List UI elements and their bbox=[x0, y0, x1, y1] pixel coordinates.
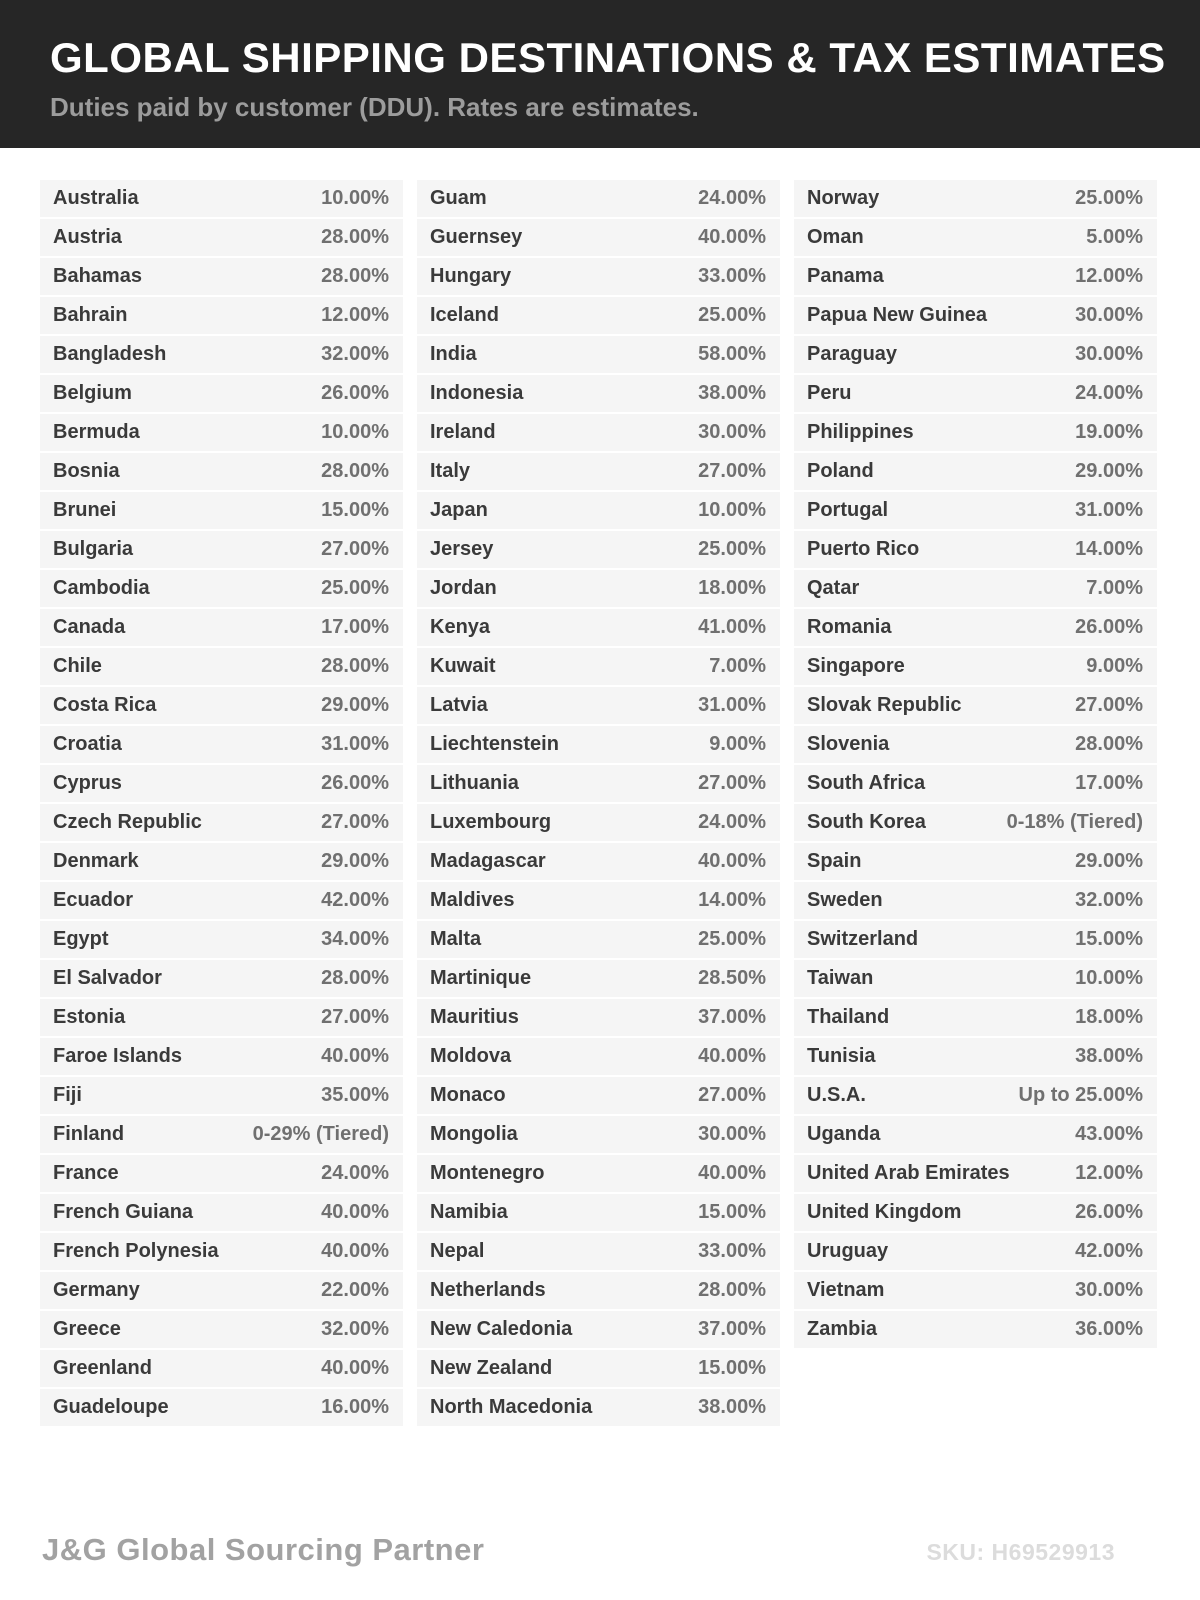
country-name: Zambia bbox=[807, 1318, 878, 1340]
table-row bbox=[417, 531, 780, 568]
country-name: New Zealand bbox=[430, 1357, 553, 1379]
country-name: Belgium bbox=[53, 382, 132, 404]
table-row bbox=[794, 921, 1157, 958]
table-row bbox=[794, 609, 1157, 646]
country-name: Taiwan bbox=[807, 967, 874, 989]
tax-rate: 24.00% bbox=[321, 1162, 389, 1184]
country-name: Brunei bbox=[53, 499, 117, 521]
table-row bbox=[40, 648, 403, 685]
country-name: Greece bbox=[53, 1318, 121, 1340]
table-row bbox=[40, 609, 403, 646]
country-name: Kuwait bbox=[430, 655, 496, 677]
tax-rate: 15.00% bbox=[698, 1357, 766, 1379]
table-row bbox=[40, 1350, 403, 1387]
table-row bbox=[417, 219, 780, 256]
tax-rate: 24.00% bbox=[698, 811, 766, 833]
tax-rate: 27.00% bbox=[1075, 694, 1143, 716]
tax-rate: 27.00% bbox=[321, 1006, 389, 1028]
table-row bbox=[794, 336, 1157, 373]
table-row bbox=[40, 687, 403, 724]
tax-rate: 15.00% bbox=[1075, 928, 1143, 950]
tax-rate: 27.00% bbox=[698, 772, 766, 794]
tax-rate: 12.00% bbox=[321, 304, 389, 326]
tax-rate: 0-29% (Tiered) bbox=[252, 1123, 389, 1145]
country-name: Jersey bbox=[430, 538, 494, 560]
table-row bbox=[417, 648, 780, 685]
country-name: Fiji bbox=[53, 1084, 82, 1106]
table-row bbox=[794, 219, 1157, 256]
country-name: Kenya bbox=[430, 616, 491, 638]
tax-rate: 18.00% bbox=[698, 577, 766, 599]
country-name: Czech Republic bbox=[53, 811, 202, 833]
table-row bbox=[40, 1155, 403, 1192]
tax-rate: 25.00% bbox=[698, 304, 766, 326]
tax-rate: 25.00% bbox=[698, 538, 766, 560]
table-row bbox=[794, 648, 1157, 685]
table-row bbox=[40, 531, 403, 568]
tax-rate: 7.00% bbox=[1086, 577, 1143, 599]
country-name: United Arab Emirates bbox=[807, 1162, 1010, 1184]
table-row bbox=[417, 843, 780, 880]
tax-rate: 40.00% bbox=[321, 1045, 389, 1067]
table-row bbox=[794, 804, 1157, 841]
tax-rate: 37.00% bbox=[698, 1006, 766, 1028]
table-row bbox=[794, 1311, 1157, 1348]
table-row bbox=[40, 375, 403, 412]
country-name: Germany bbox=[53, 1279, 140, 1301]
tax-rate: 40.00% bbox=[698, 850, 766, 872]
table-row bbox=[417, 258, 780, 295]
country-name: El Salvador bbox=[53, 967, 162, 989]
country-name: South Africa bbox=[807, 772, 926, 794]
country-name: Costa Rica bbox=[53, 694, 157, 716]
table-row bbox=[794, 492, 1157, 529]
tax-table-column-3 bbox=[794, 180, 1157, 1348]
tax-rate: 37.00% bbox=[698, 1318, 766, 1340]
country-name: South Korea bbox=[807, 811, 926, 833]
tax-rate: 41.00% bbox=[698, 616, 766, 638]
country-name: Italy bbox=[430, 460, 471, 482]
country-name: Ireland bbox=[430, 421, 496, 443]
table-row bbox=[417, 726, 780, 763]
country-name: Japan bbox=[430, 499, 488, 521]
country-name: Guadeloupe bbox=[53, 1396, 169, 1418]
table-row bbox=[794, 882, 1157, 919]
country-name: India bbox=[430, 343, 477, 365]
country-name: Panama bbox=[807, 265, 884, 287]
table-row bbox=[40, 1116, 403, 1153]
tax-rate: 33.00% bbox=[698, 1240, 766, 1262]
table-row bbox=[417, 1077, 780, 1114]
table-row bbox=[417, 297, 780, 334]
footer bbox=[0, 1532, 1200, 1568]
table-row bbox=[794, 531, 1157, 568]
tax-rate: 27.00% bbox=[321, 538, 389, 560]
tax-rate: 40.00% bbox=[321, 1357, 389, 1379]
table-row bbox=[417, 1311, 780, 1348]
tax-rate: 28.00% bbox=[698, 1279, 766, 1301]
table-row bbox=[794, 414, 1157, 451]
country-name: Malta bbox=[430, 928, 482, 950]
tax-rate: 30.00% bbox=[1075, 1279, 1143, 1301]
country-name: Bosnia bbox=[53, 460, 120, 482]
table-row bbox=[417, 1116, 780, 1153]
tax-rate: 25.00% bbox=[1075, 187, 1143, 209]
country-name: France bbox=[53, 1162, 119, 1184]
country-name: U.S.A. bbox=[807, 1084, 866, 1106]
table-row bbox=[40, 1038, 403, 1075]
country-name: Canada bbox=[53, 616, 126, 638]
table-row bbox=[40, 1194, 403, 1231]
table-row bbox=[794, 1077, 1157, 1114]
tax-rate: 10.00% bbox=[1075, 967, 1143, 989]
tax-rate: 28.00% bbox=[321, 265, 389, 287]
country-name: French Polynesia bbox=[53, 1240, 219, 1262]
tax-rate: 31.00% bbox=[1075, 499, 1143, 521]
country-name: Bahamas bbox=[53, 265, 142, 287]
tax-rate: 26.00% bbox=[321, 382, 389, 404]
tax-rate: 27.00% bbox=[321, 811, 389, 833]
country-name: Ecuador bbox=[53, 889, 134, 911]
country-name: Croatia bbox=[53, 733, 122, 755]
tax-rate: 29.00% bbox=[321, 850, 389, 872]
country-name: Indonesia bbox=[430, 382, 524, 404]
country-name: Monaco bbox=[430, 1084, 506, 1106]
country-name: United Kingdom bbox=[807, 1201, 962, 1223]
tax-rate: 25.00% bbox=[321, 577, 389, 599]
country-name: Jordan bbox=[430, 577, 497, 599]
country-name: Peru bbox=[807, 382, 852, 404]
country-name: Maldives bbox=[430, 889, 515, 911]
header-banner bbox=[0, 0, 1200, 148]
tax-rate: 28.00% bbox=[321, 460, 389, 482]
country-name: New Caledonia bbox=[430, 1318, 573, 1340]
tax-rate: 42.00% bbox=[321, 889, 389, 911]
country-name: Papua New Guinea bbox=[807, 304, 988, 326]
tax-rate: 14.00% bbox=[1075, 538, 1143, 560]
tax-rate: 10.00% bbox=[321, 421, 389, 443]
tax-rate: 24.00% bbox=[1075, 382, 1143, 404]
country-name: Netherlands bbox=[430, 1279, 546, 1301]
table-row bbox=[40, 882, 403, 919]
tax-rate: 16.00% bbox=[321, 1396, 389, 1418]
table-row bbox=[40, 1272, 403, 1309]
country-name: Montenegro bbox=[430, 1162, 545, 1184]
country-name: Martinique bbox=[430, 967, 532, 989]
country-name: Guam bbox=[430, 187, 487, 209]
table-row bbox=[417, 414, 780, 451]
country-name: Bahrain bbox=[53, 304, 128, 326]
table-row bbox=[40, 921, 403, 958]
table-row bbox=[794, 180, 1157, 217]
table-row bbox=[794, 765, 1157, 802]
country-name: Thailand bbox=[807, 1006, 890, 1028]
tax-rate: 7.00% bbox=[709, 655, 766, 677]
table-row bbox=[40, 1389, 403, 1426]
country-name: Switzerland bbox=[807, 928, 919, 950]
country-name: Guernsey bbox=[430, 226, 523, 248]
country-name: Sweden bbox=[807, 889, 883, 911]
tax-rate: 30.00% bbox=[698, 421, 766, 443]
table-row bbox=[417, 687, 780, 724]
table-row bbox=[417, 1350, 780, 1387]
table-row bbox=[794, 1194, 1157, 1231]
table-row bbox=[40, 570, 403, 607]
tax-rate: 17.00% bbox=[1075, 772, 1143, 794]
tax-rate: 9.00% bbox=[1086, 655, 1143, 677]
table-row bbox=[417, 180, 780, 217]
tax-rate: 28.00% bbox=[1075, 733, 1143, 755]
country-name: Slovenia bbox=[807, 733, 890, 755]
tax-rate: 10.00% bbox=[698, 499, 766, 521]
table-row bbox=[40, 1311, 403, 1348]
country-name: Paraguay bbox=[807, 343, 898, 365]
brand-name: J&G Global Sourcing Partner bbox=[42, 1532, 485, 1567]
table-row bbox=[417, 570, 780, 607]
tax-rate: 22.00% bbox=[321, 1279, 389, 1301]
country-name: Portugal bbox=[807, 499, 889, 521]
table-row bbox=[794, 1155, 1157, 1192]
table-row bbox=[417, 1038, 780, 1075]
country-name: Mauritius bbox=[430, 1006, 519, 1028]
table-row bbox=[794, 1116, 1157, 1153]
tax-rate: 28.50% bbox=[698, 967, 766, 989]
tax-rate: 31.00% bbox=[698, 694, 766, 716]
country-name: Moldova bbox=[430, 1045, 512, 1067]
table-row bbox=[417, 1272, 780, 1309]
table-row bbox=[794, 1233, 1157, 1270]
country-name: Faroe Islands bbox=[53, 1045, 182, 1067]
table-row bbox=[417, 1155, 780, 1192]
country-name: Hungary bbox=[430, 265, 512, 287]
table-row bbox=[417, 960, 780, 997]
tax-rate: 12.00% bbox=[1075, 265, 1143, 287]
tax-rate: 42.00% bbox=[1075, 1240, 1143, 1262]
country-name: Philippines bbox=[807, 421, 914, 443]
tax-table bbox=[0, 148, 1200, 1426]
table-row bbox=[417, 609, 780, 646]
tax-rate: 27.00% bbox=[698, 1084, 766, 1106]
table-row bbox=[40, 1233, 403, 1270]
tax-rate: 18.00% bbox=[1075, 1006, 1143, 1028]
country-name: Latvia bbox=[430, 694, 488, 716]
tax-rate: 27.00% bbox=[698, 460, 766, 482]
table-row bbox=[417, 336, 780, 373]
country-name: Bulgaria bbox=[53, 538, 134, 560]
tax-rate: 29.00% bbox=[1075, 460, 1143, 482]
country-name: Luxembourg bbox=[430, 811, 552, 833]
tax-rate: 29.00% bbox=[321, 694, 389, 716]
tax-rate: 40.00% bbox=[321, 1240, 389, 1262]
country-name: Iceland bbox=[430, 304, 499, 326]
table-row bbox=[417, 765, 780, 802]
table-row bbox=[40, 1077, 403, 1114]
table-row bbox=[794, 258, 1157, 295]
country-name: Finland bbox=[53, 1123, 125, 1145]
tax-rate: 15.00% bbox=[321, 499, 389, 521]
tax-rate: 33.00% bbox=[698, 265, 766, 287]
table-row bbox=[794, 375, 1157, 412]
table-row bbox=[794, 297, 1157, 334]
table-row bbox=[417, 882, 780, 919]
tax-rate: 28.00% bbox=[321, 655, 389, 677]
country-name: North Macedonia bbox=[430, 1396, 593, 1418]
tax-rate: 31.00% bbox=[321, 733, 389, 755]
country-name: Spain bbox=[807, 850, 862, 872]
country-name: Poland bbox=[807, 460, 874, 482]
tax-rate: 58.00% bbox=[698, 343, 766, 365]
country-name: Uganda bbox=[807, 1123, 881, 1145]
tax-rate: 19.00% bbox=[1075, 421, 1143, 443]
country-name: Egypt bbox=[53, 928, 109, 950]
tax-rate: 40.00% bbox=[698, 1045, 766, 1067]
tax-rate: 9.00% bbox=[709, 733, 766, 755]
tax-rate: 34.00% bbox=[321, 928, 389, 950]
table-row bbox=[40, 219, 403, 256]
tax-rate: 32.00% bbox=[321, 1318, 389, 1340]
country-name: Puerto Rico bbox=[807, 538, 920, 560]
tax-rate: 0-18% (Tiered) bbox=[1006, 811, 1143, 833]
country-name: Bangladesh bbox=[53, 343, 167, 365]
tax-rate: 35.00% bbox=[321, 1084, 389, 1106]
country-name: Cyprus bbox=[53, 772, 122, 794]
table-row bbox=[794, 960, 1157, 997]
country-name: Namibia bbox=[430, 1201, 508, 1223]
page-subtitle: Duties paid by customer (DDU). Rates are estimates. bbox=[50, 92, 699, 122]
table-row bbox=[794, 726, 1157, 763]
tax-rate: 30.00% bbox=[1075, 304, 1143, 326]
tax-rate: 15.00% bbox=[698, 1201, 766, 1223]
country-name: Chile bbox=[53, 655, 102, 677]
country-name: Norway bbox=[807, 187, 880, 209]
table-row bbox=[40, 180, 403, 217]
tax-rate: 38.00% bbox=[1075, 1045, 1143, 1067]
tax-rate: 28.00% bbox=[321, 226, 389, 248]
tax-rate: 38.00% bbox=[698, 1396, 766, 1418]
table-row bbox=[417, 999, 780, 1036]
table-row bbox=[417, 1389, 780, 1426]
tax-rate: 26.00% bbox=[321, 772, 389, 794]
tax-table-column-1 bbox=[40, 180, 403, 1426]
country-name: Cambodia bbox=[53, 577, 150, 599]
table-row bbox=[417, 453, 780, 490]
country-name: Qatar bbox=[807, 577, 860, 599]
country-name: Uruguay bbox=[807, 1240, 889, 1262]
page-title: GLOBAL SHIPPING DESTINATIONS & TAX ESTIMATES bbox=[50, 34, 1166, 81]
country-name: Austria bbox=[53, 226, 122, 248]
table-row bbox=[40, 492, 403, 529]
tax-rate: 14.00% bbox=[698, 889, 766, 911]
table-row bbox=[417, 921, 780, 958]
tax-rate: 38.00% bbox=[698, 382, 766, 404]
country-name: Estonia bbox=[53, 1006, 126, 1028]
sku-label: SKU: H69529913 bbox=[926, 1539, 1115, 1565]
table-row bbox=[40, 999, 403, 1036]
tax-rate: 24.00% bbox=[698, 187, 766, 209]
country-name: Lithuania bbox=[430, 772, 519, 794]
table-row bbox=[40, 765, 403, 802]
country-name: Oman bbox=[807, 226, 864, 248]
tax-rate: 43.00% bbox=[1075, 1123, 1143, 1145]
tax-rate: 32.00% bbox=[321, 343, 389, 365]
table-row bbox=[417, 375, 780, 412]
tax-rate: 17.00% bbox=[321, 616, 389, 638]
country-name: Slovak Republic bbox=[807, 694, 962, 716]
tax-rate: Up to 25.00% bbox=[1018, 1084, 1143, 1106]
table-row bbox=[794, 453, 1157, 490]
table-row bbox=[794, 1038, 1157, 1075]
tax-rate: 29.00% bbox=[1075, 850, 1143, 872]
tax-rate: 40.00% bbox=[321, 1201, 389, 1223]
table-row bbox=[794, 687, 1157, 724]
tax-rate: 26.00% bbox=[1075, 1201, 1143, 1223]
country-name: Nepal bbox=[430, 1240, 485, 1262]
country-name: Denmark bbox=[53, 850, 139, 872]
country-name: Mongolia bbox=[430, 1123, 518, 1145]
country-name: Tunisia bbox=[807, 1045, 876, 1067]
tax-rate: 12.00% bbox=[1075, 1162, 1143, 1184]
tax-rate: 32.00% bbox=[1075, 889, 1143, 911]
table-row bbox=[40, 726, 403, 763]
country-name: Romania bbox=[807, 616, 892, 638]
tax-rate: 25.00% bbox=[698, 928, 766, 950]
table-row bbox=[417, 492, 780, 529]
table-row bbox=[40, 843, 403, 880]
country-name: Greenland bbox=[53, 1357, 152, 1379]
tax-rate: 40.00% bbox=[698, 1162, 766, 1184]
tax-rate: 30.00% bbox=[698, 1123, 766, 1145]
table-row bbox=[40, 258, 403, 295]
country-name: Liechtenstein bbox=[430, 733, 559, 755]
tax-rate: 30.00% bbox=[1075, 343, 1143, 365]
tax-table-column-2 bbox=[417, 180, 780, 1426]
tax-rate: 26.00% bbox=[1075, 616, 1143, 638]
tax-rate: 36.00% bbox=[1075, 1318, 1143, 1340]
table-row bbox=[40, 336, 403, 373]
table-row bbox=[40, 414, 403, 451]
tax-rate: 28.00% bbox=[321, 967, 389, 989]
table-row bbox=[417, 1233, 780, 1270]
table-row bbox=[794, 1272, 1157, 1309]
table-row bbox=[417, 1194, 780, 1231]
country-name: Australia bbox=[53, 187, 139, 209]
country-name: Singapore bbox=[807, 655, 905, 677]
table-row bbox=[40, 297, 403, 334]
tax-rate: 5.00% bbox=[1086, 226, 1143, 248]
tax-rate: 40.00% bbox=[698, 226, 766, 248]
table-row bbox=[40, 804, 403, 841]
table-row bbox=[417, 804, 780, 841]
country-name: Madagascar bbox=[430, 850, 546, 872]
table-row bbox=[794, 843, 1157, 880]
table-row bbox=[794, 999, 1157, 1036]
table-row bbox=[40, 960, 403, 997]
table-row bbox=[40, 453, 403, 490]
table-row bbox=[794, 570, 1157, 607]
tax-rate: 10.00% bbox=[321, 187, 389, 209]
country-name: Bermuda bbox=[53, 421, 140, 443]
country-name: French Guiana bbox=[53, 1201, 194, 1223]
country-name: Vietnam bbox=[807, 1279, 885, 1301]
